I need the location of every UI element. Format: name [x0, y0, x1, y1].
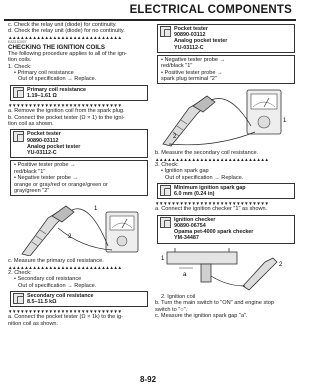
callout-2: 2: [279, 261, 283, 268]
procedure-start-marker: ▼▼▼▼▼▼▼▼▼▼▼▼▼▼▼▼▼▼▼▼▼▼▼▼▼▼▼▼: [8, 309, 122, 315]
spec-value: 8.5–11.5 kΩ: [27, 299, 57, 306]
probe-line: red/black "1": [161, 63, 193, 70]
substep-b: b. Connect the pocket tester (Ω × 1) to the igni-: [8, 114, 125, 121]
spec-box-spark-gap: [157, 183, 295, 199]
callout-2: 2: [173, 134, 177, 141]
spec-icon: [160, 185, 171, 196]
callout-1: 1: [161, 255, 165, 262]
substep-b-cont: tion coil as shown.: [8, 121, 54, 128]
step-1-item: • Primary coil resistance: [14, 70, 74, 77]
page-number: 8-92: [140, 375, 157, 384]
spec-value: 6.0 mm (0.24 in): [174, 191, 215, 198]
measure-secondary: b. Measure the secondary coil resistance.: [155, 150, 259, 157]
tester-number: 90890-03112: [27, 137, 59, 144]
spec-box-secondary: [10, 291, 148, 307]
left-column: [8, 22, 148, 327]
probe-line: spark plug terminal "2": [161, 76, 217, 83]
spec-icon: [13, 87, 24, 98]
step-2-item: • Secondary coil resistance: [14, 276, 82, 283]
ignition-checker-illustration: [155, 246, 293, 292]
substep-a: a. Connect the pocket tester (Ω × 1k) to the ig-: [8, 314, 124, 321]
tester-number: 90890-03112: [174, 32, 206, 39]
pre-step-d: d. Check the relay unit (diode) for no continuity.: [8, 28, 125, 35]
spec-label: Minimum ignition spark gap: [174, 185, 246, 192]
intro-line-2: tion coils.: [8, 57, 32, 64]
probe-box-1: [10, 160, 148, 196]
right-column: [155, 22, 295, 319]
probe-line: • Negative tester probe →: [14, 175, 79, 182]
spec-icon: [13, 293, 24, 304]
primary-coil-figure: [8, 198, 148, 256]
procedure-start-marker: ▼▼▼▼▼▼▼▼▼▼▼▼▼▼▼▼▼▼▼▼▼▼▼▼▼▼▼▼: [155, 201, 269, 207]
tool-icon: [13, 131, 24, 142]
substep-b-cont: switch to "○".: [155, 306, 188, 313]
tester-name: Pocket tester: [27, 131, 61, 138]
ignition-coil-icon: [22, 206, 74, 256]
tester-alt-name: Analog pocket tester: [174, 38, 228, 45]
substep-a-cont: nition coil as shown.: [8, 320, 59, 327]
step-3-item: Out of specification → Replace.: [165, 174, 244, 181]
step-1-item: Out of specification → Replace.: [18, 76, 97, 83]
substep-a: a. Connect the ignition checker "1" as shown.: [155, 206, 268, 213]
ignition-coil-tester-illustration: [155, 86, 293, 148]
tester-alt-name: Analog pocket tester: [27, 143, 81, 150]
intro-line-1: The following procedure applies to all of the ign-: [8, 50, 127, 57]
spec-label: Primary coil resistance: [27, 86, 87, 93]
callout-a: a: [183, 271, 187, 278]
page-header: [0, 0, 300, 20]
procedure-end-marker: ▲▲▲▲▲▲▲▲▲▲▲▲▲▲▲▲▲▲▲▲▲▲▲▲▲▲▲▲: [155, 156, 269, 162]
pre-step-c: c. Check the relay unit (diode) for continuity.: [8, 22, 117, 28]
callout-1: 1: [283, 118, 287, 125]
substep-c: c. Measure the ignition spark gap "a".: [155, 312, 248, 319]
tester-alt-number: YU-03112-C: [27, 150, 57, 157]
callout-2: 2: [68, 234, 72, 241]
measure-primary: c. Measure the primary coil resistance.: [8, 258, 104, 265]
probe-box-2: [157, 55, 295, 85]
checker-name: Ignition checker: [174, 216, 216, 223]
checker-number: 90890-06754: [174, 223, 206, 230]
pocket-tester-icon: [247, 90, 281, 134]
pocket-tester-icon: [106, 212, 138, 252]
section-code: EAS1S3007: [8, 39, 27, 44]
tester-box-2: [157, 24, 295, 53]
step-2: 2. Check:: [8, 269, 32, 276]
ignition-coil-tester-illustration: [8, 198, 146, 256]
spec-label: Secondary coil resistance: [27, 292, 94, 299]
step-2-item: Out of specification → Replace.: [18, 282, 97, 289]
substep-a: a. Remove the ignition coil from the spark plug.: [8, 108, 125, 115]
figure-caption: 2. Ignition coil: [161, 293, 196, 300]
probe-line: • Positive tester probe →: [14, 162, 76, 169]
procedure-start-marker: ▼▼▼▼▼▼▼▼▼▼▼▼▼▼▼▼▼▼▼▼▼▼▼▼▼▼▼▼: [8, 103, 122, 109]
tool-icon: [160, 26, 171, 37]
tester-alt-number: YU-03112-C: [174, 44, 204, 51]
tester-name: Pocket tester: [174, 26, 208, 32]
ignition-coil-icon: [163, 96, 215, 146]
checker-box: [157, 215, 295, 244]
checker-alt-name: Opama pet-4000 spark checker: [174, 229, 254, 236]
spark-gap-figure: [155, 246, 295, 292]
probe-line: gray/green "2": [14, 187, 50, 194]
probe-line: orange or gray/red or orange/green or: [14, 181, 108, 188]
probe-line: • Negative tester probe →: [161, 56, 226, 63]
probe-line: red/black "1": [14, 168, 46, 175]
step-3: 3. Check:: [155, 161, 179, 168]
step-3-item: • Ignition spark gap: [161, 168, 209, 175]
tool-icon: [160, 217, 171, 228]
header-title: ELECTRICAL COMPONENTS: [129, 4, 292, 16]
secondary-coil-figure: [155, 86, 295, 148]
section-end-marker: ▲▲▲▲▲▲▲▲▲▲▲▲▲▲▲▲▲▲▲▲▲▲▲▲▲▲▲▲: [8, 34, 122, 40]
checker-alt-number: YM-34487: [174, 235, 199, 242]
substep-b: b. Turn the main switch to "ON" and engine stop: [155, 300, 275, 307]
section-title: CHECKING THE IGNITION COILS: [8, 43, 105, 51]
ignition-coil-icon: [243, 258, 277, 290]
spec-box-primary: [10, 85, 148, 101]
probe-line: • Positive tester probe →: [161, 69, 223, 76]
procedure-end-marker: ▲▲▲▲▲▲▲▲▲▲▲▲▲▲▲▲▲▲▲▲▲▲▲▲▲▲▲▲: [8, 264, 122, 270]
callout-1: 1: [94, 206, 98, 213]
step-1: 1. Check:: [8, 63, 32, 70]
tester-box-1: [10, 129, 148, 158]
header-rule: [4, 19, 296, 21]
spec-value: 1.19–1.61 Ω: [27, 93, 57, 100]
ignition-checker-icon: [167, 248, 237, 282]
